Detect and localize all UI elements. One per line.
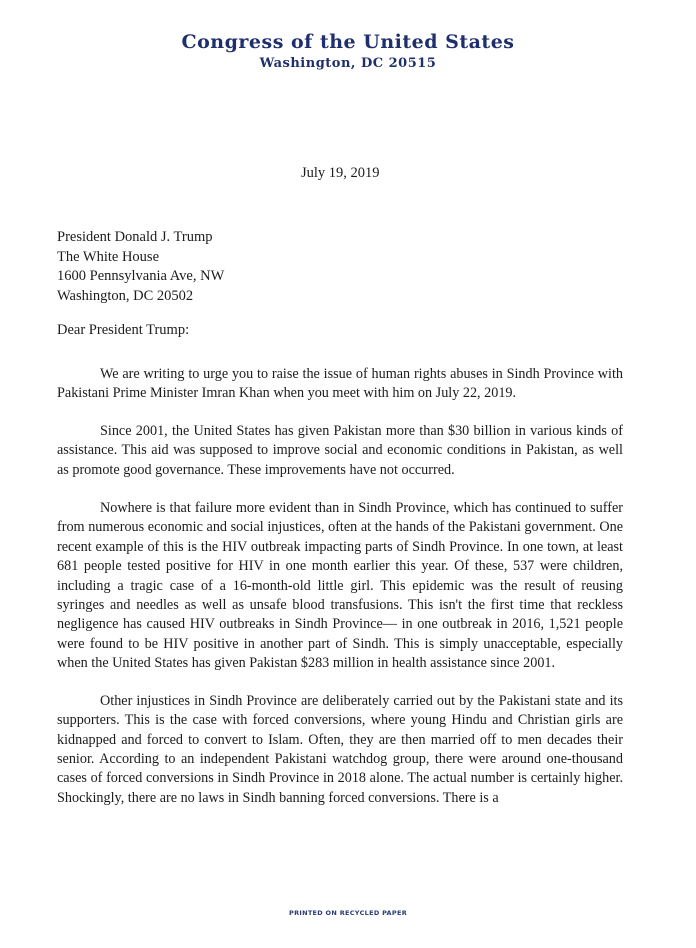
recipient-address [57,228,224,306]
paragraph: Since 2001, the United States has given Pakistan more than $30 billion in various kinds of assistance. This aid was supposed to improve social and economic conditions in Pakistan, as well as promote good governance. These improvements have not occurred. [57,422,623,478]
recipient-line2: 1600 Pennsylvania Ave, NW [57,268,225,285]
letter-body [57,365,623,826]
letterhead [0,30,696,73]
salutation: Dear President Trump: [57,322,190,338]
recipient-line1: The White House [57,248,160,265]
recipient-name: President Donald J. Trump [57,229,213,245]
paragraph: Other injustices in Sindh Province are deliberately carried out by the Pakistani state and its supporters. This is the case with forced conversions, where young Hindu and Christian girls are kidnapped and forced to convert to Islam. Often, they are then married off to men decades their senior. According to an independent Pakistani watchdog group, there were around one-thousand cases of forced conversions in Sindh Province in 2018 alone. The actual number is certainly higher. Shockingly, there are no laws in Sindh banning forced conversions. There is a [57,692,623,806]
recipient-line3: Washington, DC 20502 [57,287,194,304]
paragraph: Nowhere is that failure more evident than in Sindh Province, which has continued to suffer from numerous economic and social injustices, often at the hands of the Pakistani government. One recent example of this is the HIV outbreak impacting parts of Sindh Province. In one town, at least 681 people tested positive for HIV in one month earlier this year. Of these, 537 were children, including a tragic case of a 16-month-old little girl. This epidemic was the result of reusing syringes and needles as well as unsafe blood transfusions. This isn't the first time that reckless negligence has caused HIV outbreaks in Sindh Province— in one outbreak in 2016, 1,521 people were found to be HIV positive in another part of Sindh. This is simply unacceptable, especially when the United States has given Pakistan $283 million in health assistance since 2001. [57,500,623,672]
letter-date: July 19, 2019 [301,165,380,181]
letterhead-title: Congress of the United States [181,31,515,53]
letterhead-subtitle: Washington, DC 20515 [259,56,437,71]
paragraph: We are writing to urge you to raise the issue of human rights abuses in Sindh Province with Pakistani Prime Minister Imran Khan when you meet with him on July 22, 2019. [57,366,623,402]
recycled-paper-footer: PRINTED ON RECYCLED PAPER [289,909,407,917]
